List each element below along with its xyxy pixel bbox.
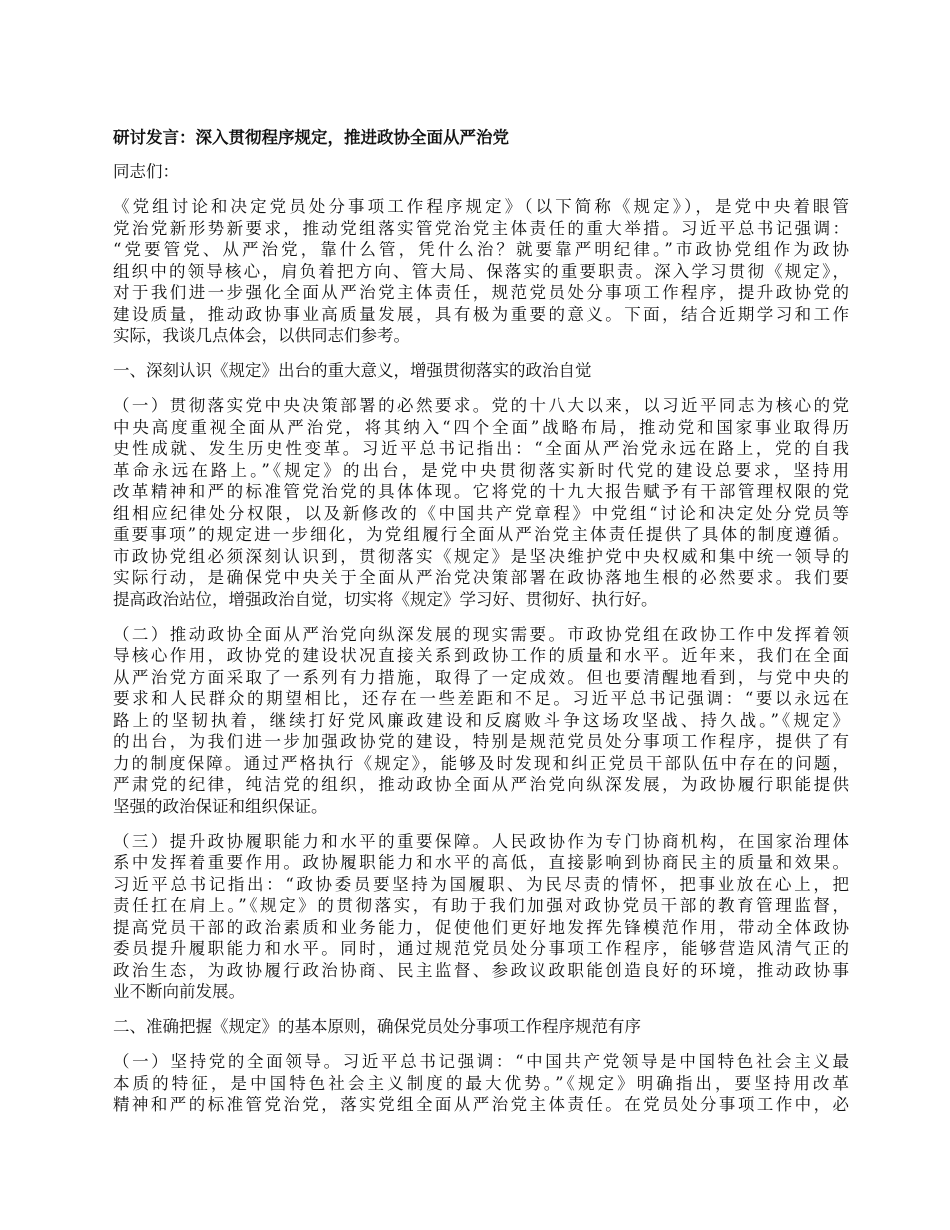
text-line: 同志们： — [113, 162, 179, 181]
text-line: 力的制度保障。通过严格执行《规定》，能够及时发现和纠正党员干部队伍中存在的问题， — [113, 753, 849, 773]
document-title: 研讨发言：深入贯彻程序规定，推进政协全面从严治党 — [113, 128, 509, 147]
text-line: 重要事项”的规定进一步细化，为党组履行全面从严治党主体责任提供了具体的制度遵循。 — [113, 525, 849, 544]
text-line: 路上的坚韧执着，继续打好党风廉政建设和反腐败斗争这场攻坚战、持久战。”《规定》 — [113, 710, 849, 730]
text-line: 要求和人民群众的期望相比，还存在一些差距和不足。习近平总书记强调：“要以永远在 — [113, 689, 849, 708]
text-line: 导核心作用，政协党的建设状况直接关系到政协工作的质量和水平。近年来，我们在全面 — [113, 646, 849, 665]
text-line: 精神和严的标准管党治党，落实党组全面从严治党主体责任。在党员处分事项工作中，必 — [113, 1095, 849, 1114]
text-line: 《党组讨论和决定党员处分事项工作程序规定》（以下简称《规定》），是党中央着眼管 — [113, 197, 849, 216]
text-line: 二、准确把握《规定》的基本原则，确保党员处分事项工作程序规范有序 — [113, 1017, 641, 1036]
text-line: （二）推动政协全面从严治党向纵深发展的现实需要。市政协党组在政协工作中发挥着领 — [113, 624, 849, 644]
text-line: 委员提升履职能力和水平。同时，通过规范党员处分事项工作程序，能够营造风清气正的 — [113, 939, 849, 958]
text-line: 革命永远在路上。”《规定》的出台，是党中央贯彻落实新时代党的建设总要求，坚持用 — [113, 460, 849, 480]
text-line: 实际行动，是确保党中央关于全面从严治党决策部署在政协落地生根的必然要求。我们要 — [113, 568, 849, 587]
text-line: 提高党员干部的政治素质和业务能力，促使他们更好地发挥先锋模范作用，带动全体政协 — [113, 917, 849, 937]
text-line: 系中发挥着重要作用。政协履职能力和水平的高低，直接影响到协商民主的质量和效果。 — [113, 853, 849, 872]
text-line: 党治党新形势新要求，推动党组落实管党治党主体责任的重大举措。习近平总书记强调： — [113, 218, 849, 238]
subsection-1-3 — [113, 831, 849, 1003]
text-line: 实际，我谈几点体会，以供同志们参考。 — [113, 326, 410, 345]
text-line: 组织中的领导核心，肩负着把方向、管大局、保落实的重要职责。深入学习贯彻《规定》， — [113, 261, 849, 281]
text-line: 组相应纪律处分权限，以及新修改的《中国共产党章程》中党组“讨论和决定处分党员等 — [113, 503, 849, 523]
text-line: 改革精神和严的标准管党治党的具体体现。它将党的十九大报告赋予有干部管理权限的党 — [113, 482, 849, 501]
text-line: 一、深刻认识《规定》出台的重大意义，增强贯彻落实的政治自觉 — [113, 361, 592, 380]
text-line: 坚强的政治保证和组织保证。 — [113, 796, 328, 816]
text-line: 提高政治站位，增强政治自觉，切实将《规定》学习好、贯彻好、执行好。 — [113, 589, 658, 609]
text-line: 政治生态，为政协履行政治协商、民主监督、参政议政职能创造良好的环境，推动政协事 — [113, 960, 849, 980]
text-line: 对于我们进一步强化全面从严治党主体责任，规范党员处分事项工作程序，提升政协党的 — [113, 283, 849, 302]
document-page — [113, 127, 849, 1129]
subsection-2-1 — [113, 1051, 849, 1116]
text-line: 市政协党组必须深刻认识到，贯彻落实《规定》是坚决维护党中央权威和集中统一领导的 — [113, 546, 849, 566]
text-line: 的出台，为我们进一步加强政协党的建设，特别是规范党员处分事项工作程序，提供了有 — [113, 732, 849, 751]
document-body — [113, 161, 849, 1116]
text-line: 史性成就、发生历史性变革。习近平总书记指出：“全面从严治党永远在路上，党的自我 — [113, 439, 849, 458]
text-line: （一）贯彻落实党中央决策部署的必然要求。党的十八大以来，以习近平同志为核心的党 — [113, 396, 849, 415]
subsection-1-2 — [113, 624, 849, 818]
text-line: 严肃党的纪律，纯洁党的组织，推动政协全面从严治党向纵深发展，为政协履行职能提供 — [113, 775, 849, 794]
text-line: （三）提升政协履职能力和水平的重要保障。人民政协作为专门协商机构，在国家治理体 — [113, 831, 849, 851]
salutation — [113, 161, 849, 183]
text-line: 业不断向前发展。 — [113, 982, 245, 1001]
text-line: 责任扛在肩上。”《规定》的贯彻落实，有助于我们加强对政协党员干部的教育管理监督， — [113, 896, 849, 915]
text-line: 从严治党方面采取了一系列有力措施，取得了一定成效。但也要清醒地看到，与党中央的 — [113, 667, 849, 687]
text-line: 习近平总书记指出：“政协委员要坚持为国履职、为民尽责的情怀，把事业放在心上，把 — [113, 874, 849, 894]
section-heading-1 — [113, 360, 849, 382]
intro-paragraph — [113, 196, 849, 347]
text-line: 本质的特征，是中国特色社会主义制度的最大优势。”《规定》明确指出，要坚持用改革 — [113, 1073, 849, 1093]
text-line: 中央高度重视全面从严治党，将其纳入“四个全面”战略布局，推动党和国家事业取得历 — [113, 417, 849, 437]
section-heading-2 — [113, 1016, 849, 1038]
subsection-1-1 — [113, 395, 849, 610]
text-line: 建设质量，推动政协事业高质量发展，具有极为重要的意义。下面，结合近期学习和工作 — [113, 304, 849, 324]
text-line: “党要管党、从严治党，靠什么管，凭什么治？就要靠严明纪律。”市政协党组作为政协 — [113, 240, 849, 259]
text-line: （一）坚持党的全面领导。习近平总书记强调：“中国共产党领导是中国特色社会主义最 — [113, 1052, 849, 1071]
